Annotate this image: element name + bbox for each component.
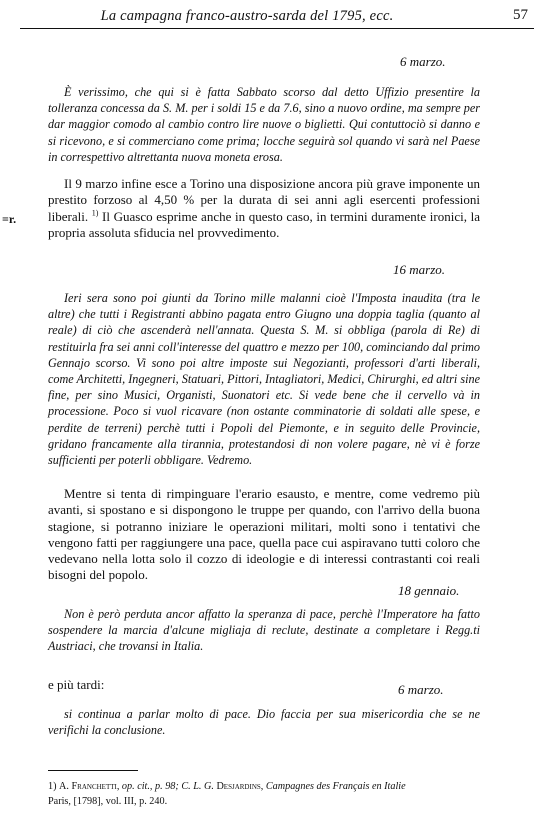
quotation-text: si continua a parlar molto di pace. Dio faccia per sua misericordia che se ne verifichi la conclusione. xyxy=(48,707,480,738)
footnote-reference[interactable]: 1) xyxy=(91,208,99,218)
footnote-title: Campagnes des Français en Italie xyxy=(263,781,406,792)
paragraph-text: e più tardi: xyxy=(48,677,105,692)
body-paragraph xyxy=(48,176,480,241)
date-heading: 6 marzo. xyxy=(400,54,446,69)
quotation-block xyxy=(48,706,480,738)
page-number: 57 xyxy=(513,7,528,23)
paragraph-text: Il Guasco esprime anche in questo caso, in termini duramente ironici, la propria assoluta sfiducia nel provvedimento. xyxy=(48,208,481,240)
quotation-text: Ieri sera sono poi giunti da Torino mille malanni cioè l'Imposta inaudita (tra le altre) che tutti i Registranti abbino pagata entro Giugno una doppia taglia (quanto al reale) di ciò che ascenderà nell'annata. Questa S. M. si obbliga (parola di Re) di restituirla fra sei anni coll'interesse del quattro e mezzo per 100, cominciando dal primo Gennajo scorso. Vi sono poi altre imposte sui Negozianti, professori d'arti liberali, come Architetti, Ingegneri, Statuari, Pittori, Intagliatori, Medici, Chirurghi, ed altri sine fine, per sino Musici, Organisti, Suonatori etc. Si vede bene che il cervello và in processione. Poco si vuol ricavare (non ostante comminatorie di soldati alle spese, e perdite de terreni) perchè tutti i Popoli del Piemonte, e in seguito delle Provincie, gridano francamente alla tirannia, protestandosi di non volere pagare, nè vi è forze sufficienti per poterli obbligare. Vedremo. xyxy=(48,291,480,468)
body-paragraph xyxy=(48,486,480,584)
footnote-author: A. Franchetti, xyxy=(59,781,120,792)
paragraph-text: Mentre si tenta di rimpinguare l'erario esausto, e mentre, come vedremo più avanti, si spostano e si dispongono le truppe per quando, con l'arrivo della buona stagione, si potranno iniziare le operazioni militari, molti sono i tentativi che vengono fatti per raggiungere una pace, quella pace cui aspiravano tutti coloro che vedevano nella lotta solo il cozzo di ideologie e di interessi contrastanti coi reali bisogni del popolo. xyxy=(48,486,480,583)
date-heading: 18 gennaio. xyxy=(398,583,460,598)
footnote xyxy=(48,779,508,809)
quotation-block xyxy=(48,606,480,655)
date-heading: 16 marzo. xyxy=(393,262,446,277)
quotation-block xyxy=(48,290,480,468)
date-heading: 6 marzo. xyxy=(398,682,444,697)
footnote-citation-line2: Paris, [1798], vol. III, p. 240. xyxy=(48,796,168,807)
running-title: La campagna franco-austro-sarda del 1795, ecc. xyxy=(100,8,394,24)
quotation-block xyxy=(48,84,480,165)
margin-mark: =r. xyxy=(2,212,17,226)
footnote-citation: op. cit., p. 98; C. L. G. xyxy=(119,781,217,792)
footnote-rule xyxy=(48,770,138,771)
footnote-author: Desjardins, xyxy=(216,781,264,792)
paragraph-text: Il 9 marzo infine esce a Torino una disposizione ancora più grave imponente un prestito forzoso al 4,50 % per la durata di sei anni agli esercenti professioni liberali. xyxy=(48,176,480,224)
quotation-text: È verissimo, che qui si è fatta Sabbato scorso dal detto Uffizio presentire la tolleranza concessa da S. M. per i soldi 15 e da 7.6, sino a nuovo ordine, ma sempre per dar maggior comodo al cambio contro lire nuove o biglietti. Qui contuttociò si danno e si ricevono, e si commerciano come prima; locche seguirà sol quando vi sarà nel Paese in correspettivo altrettanta nuova moneta erosa. xyxy=(48,85,480,164)
running-header xyxy=(20,6,534,29)
footnote-number: 1) xyxy=(48,781,57,792)
quotation-text: Non è però perduta ancor affatto la speranza di pace, perchè l'Imperatore ha fatto sospendere la marcia d'alcune migliaja di reclute, destinate a completare i Regg.ti Austriaci, che trovansi in Italia. xyxy=(48,607,480,654)
